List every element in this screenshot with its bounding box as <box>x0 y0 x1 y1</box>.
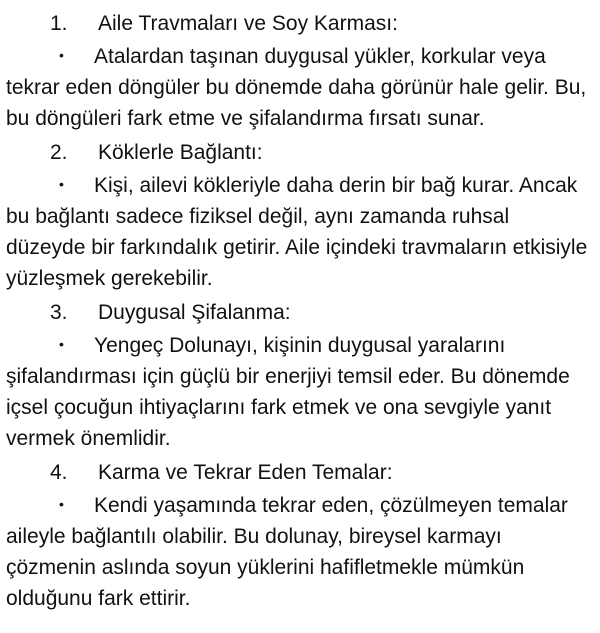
bullet-icon: • <box>59 496 64 512</box>
section-number: 3. <box>50 301 68 324</box>
section-text: Kendi yaşamında tekrar eden, çözülmeyen temalar aileyle bağlantılı olabilir. Bu dolunay, bireysel karmayı çözmenin aslında soyun yüklerini hafifletmekle mümkün olduğunu fark ettirir. <box>6 494 568 610</box>
bullet-icon: • <box>59 336 64 352</box>
bullet-icon: • <box>59 176 64 192</box>
section-2-heading <box>6 137 594 168</box>
section-number: 1. <box>50 12 68 35</box>
bullet-icon: • <box>59 47 64 63</box>
section-3-heading <box>6 297 594 328</box>
section-4-paragraph <box>6 489 594 614</box>
section-number: 2. <box>50 141 68 164</box>
section-2-paragraph <box>6 169 594 294</box>
section-3-paragraph <box>6 329 594 454</box>
section-title: Duygusal Şifalanma: <box>98 301 291 324</box>
section-title: Köklerle Bağlantı: <box>98 141 263 164</box>
section-text: Kişi, ailevi kökleriyle daha derin bir bağ kurar. Ancak bu bağlantı sadece fiziksel değil, aynı zamanda ruhsal düzeyde bir farkındalık getirir. Aile içindeki travmaların etkisiyle yüzleşmek gerekebilir. <box>6 174 588 290</box>
section-text: Atalardan taşınan duygusal yükler, korkular veya tekrar eden döngüler bu dönemde daha görünür hale gelir. Bu, bu döngüleri fark etme ve şifalandırma fırsatı sunar. <box>6 45 587 130</box>
section-number: 4. <box>50 461 68 484</box>
section-4-heading <box>6 457 594 488</box>
section-title: Aile Travmaları ve Soy Karması: <box>98 12 398 35</box>
section-title: Karma ve Tekrar Eden Temalar: <box>98 461 393 484</box>
section-1-paragraph <box>6 40 594 134</box>
section-1-heading <box>6 8 594 39</box>
section-text: Yengeç Dolunayı, kişinin duygusal yaralarını şifalandırması için güçlü bir enerjiyi temsil eder. Bu dönemde içsel çocuğun ihtiyaçlarını fark etmek ve ona sevgiyle yanıt vermek önemlidir. <box>6 334 570 450</box>
